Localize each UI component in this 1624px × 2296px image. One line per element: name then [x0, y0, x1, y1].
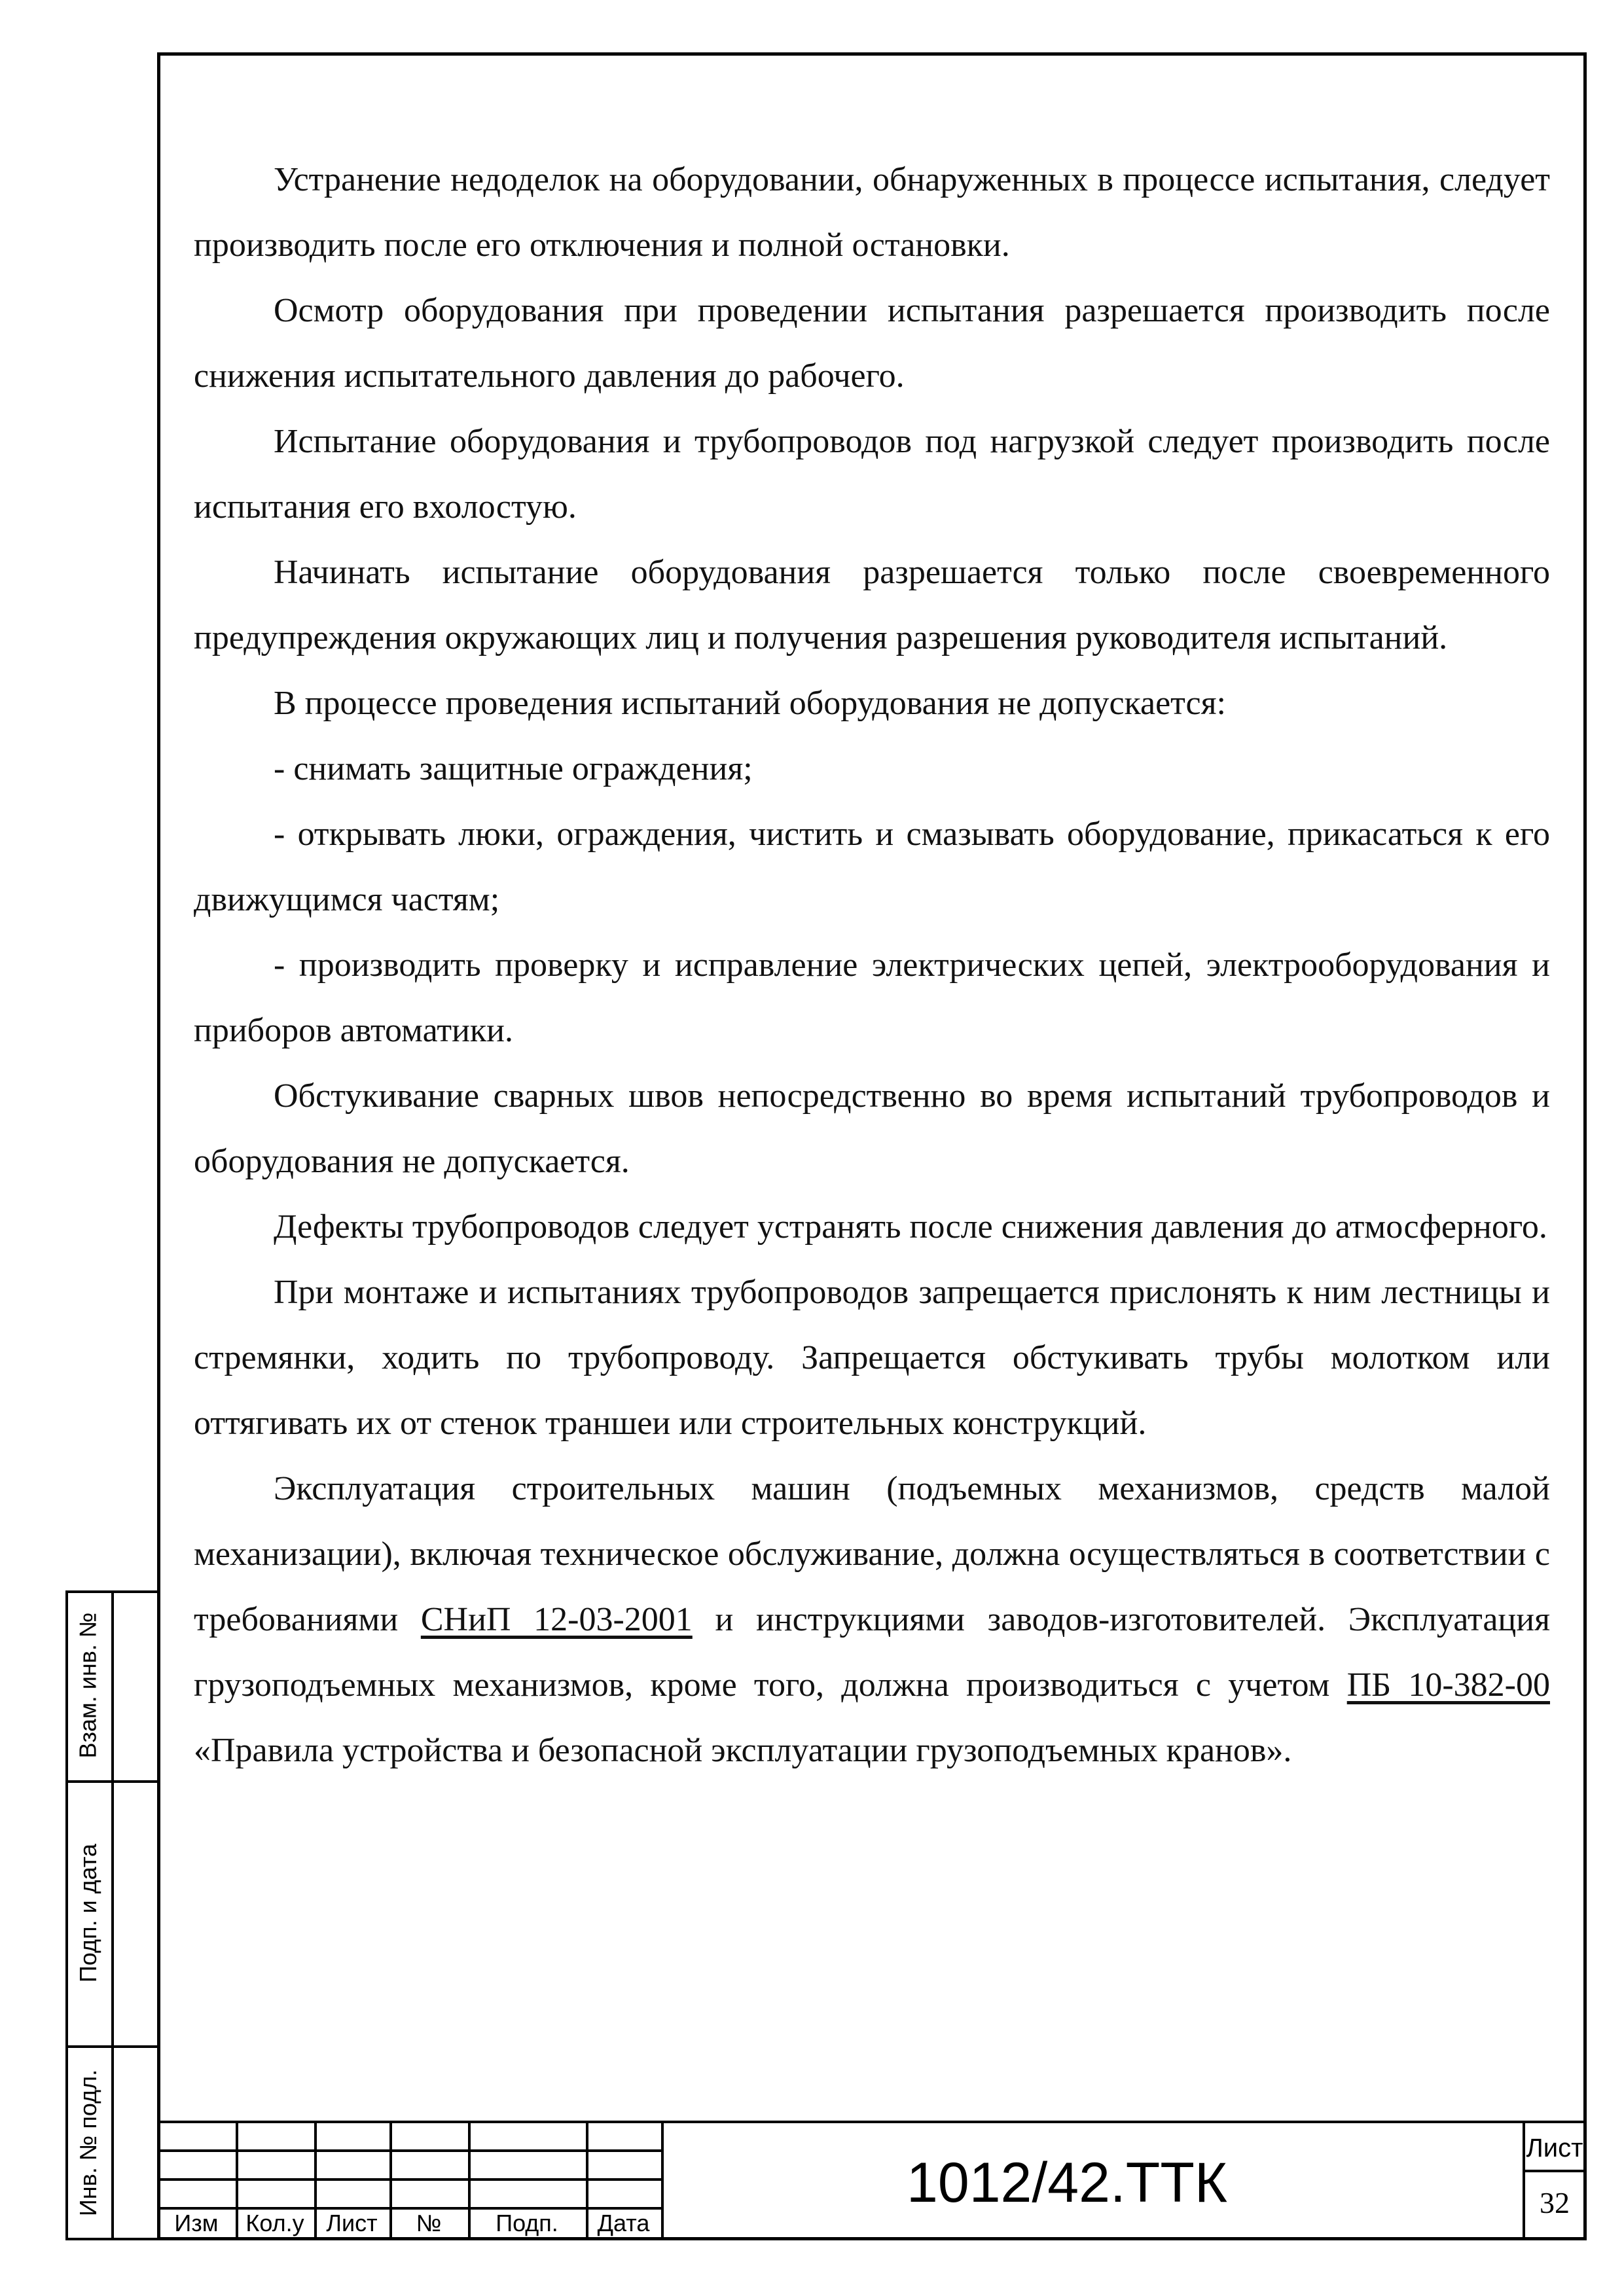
- paragraph: Обстукивание сварных швов непосредственно во время испытаний трубопроводов и оборудования не допускается.: [194, 1077, 1550, 1180]
- snip-reference-link[interactable]: СНиП 12-03-2001: [420, 1601, 693, 1638]
- paragraph: Испытание оборудования и трубопроводов под нагрузкой следует производить после испытания его вхолостую.: [194, 423, 1550, 526]
- list-item: - снимать защитные ограждения;: [274, 750, 753, 787]
- pb-reference-link[interactable]: ПБ 10-382-00: [1346, 1666, 1550, 1704]
- title-block: [157, 2121, 1587, 2240]
- column-label-date: Дата: [597, 2210, 650, 2236]
- column-label-signature: Подп.: [496, 2210, 558, 2236]
- document-code: 1012/42.ТТК: [907, 2151, 1227, 2214]
- column-label-doc-number: №: [416, 2210, 442, 2236]
- paragraph-text: «Правила устройства и безопасной эксплуатации грузоподъемных кранов».: [194, 1732, 1292, 1769]
- column-label-sheet: Лист: [326, 2210, 378, 2236]
- paragraph-text: и инструкциями заводов-изготовителей. Эксплуатация грузоподъемных механизмов, кроме того, должна производиться с учетом: [194, 1601, 1550, 1704]
- sheet-number: 32: [1540, 2185, 1570, 2219]
- paragraph: Дефекты трубопроводов следует устранять после снижения давления до атмосферного.: [274, 1208, 1547, 1246]
- signature-date-label: Подп. и дата: [75, 1843, 101, 1982]
- side-stamp-divider: [111, 1590, 114, 2240]
- paragraph: Осмотр оборудования при проведении испытания разрешается производить после снижения испытательного давления до рабочего.: [194, 292, 1550, 395]
- paragraph-text: Эксплуатация строительных машин (подъемных механизмов, средств малой механизации), включая техническое обслуживание, должна осуществляться в соответствии с требованиями: [194, 1470, 1550, 1638]
- sheet-label: Лист: [1526, 2133, 1583, 2162]
- paragraph: В процессе проведения испытаний оборудования не допускается:: [274, 685, 1226, 722]
- column-label-change: Изм: [174, 2210, 219, 2236]
- replaced-inventory-label: Взам. инв. №: [75, 1612, 101, 1759]
- paragraph: При монтаже и испытаниях трубопроводов запрещается прислонять к ним лестницы и стремянки, ходить по трубопроводу. Запрещается обстукивать трубы молотком или оттягивать их от стенок траншеи или строительных конструкций.: [194, 1274, 1550, 1442]
- column-label-count: Кол.у: [245, 2210, 304, 2236]
- document-body: [194, 147, 1550, 1784]
- paragraph: Начинать испытание оборудования разрешается только после своевременного предупреждения окружающих лиц и получения разрешения руководителя испытаний.: [194, 554, 1550, 656]
- sheet-cell-line: [1523, 2170, 1587, 2172]
- title-block-border: [157, 2121, 1587, 2123]
- paragraph: Устранение недоделок на оборудовании, обнаруженных в процессе испытания, следует производить после его отключения и полной остановки.: [194, 161, 1550, 264]
- list-item: - открывать люки, ограждения, чистить и смазывать оборудование, прикасаться к его движущимся частям;: [194, 816, 1550, 918]
- original-inventory-label: Инв. № подл.: [75, 2069, 101, 2217]
- list-item: - производить проверку и исправление электрических цепей, электрооборудования и приборов автоматики.: [194, 946, 1550, 1049]
- paragraph-with-references: [194, 1456, 1550, 1784]
